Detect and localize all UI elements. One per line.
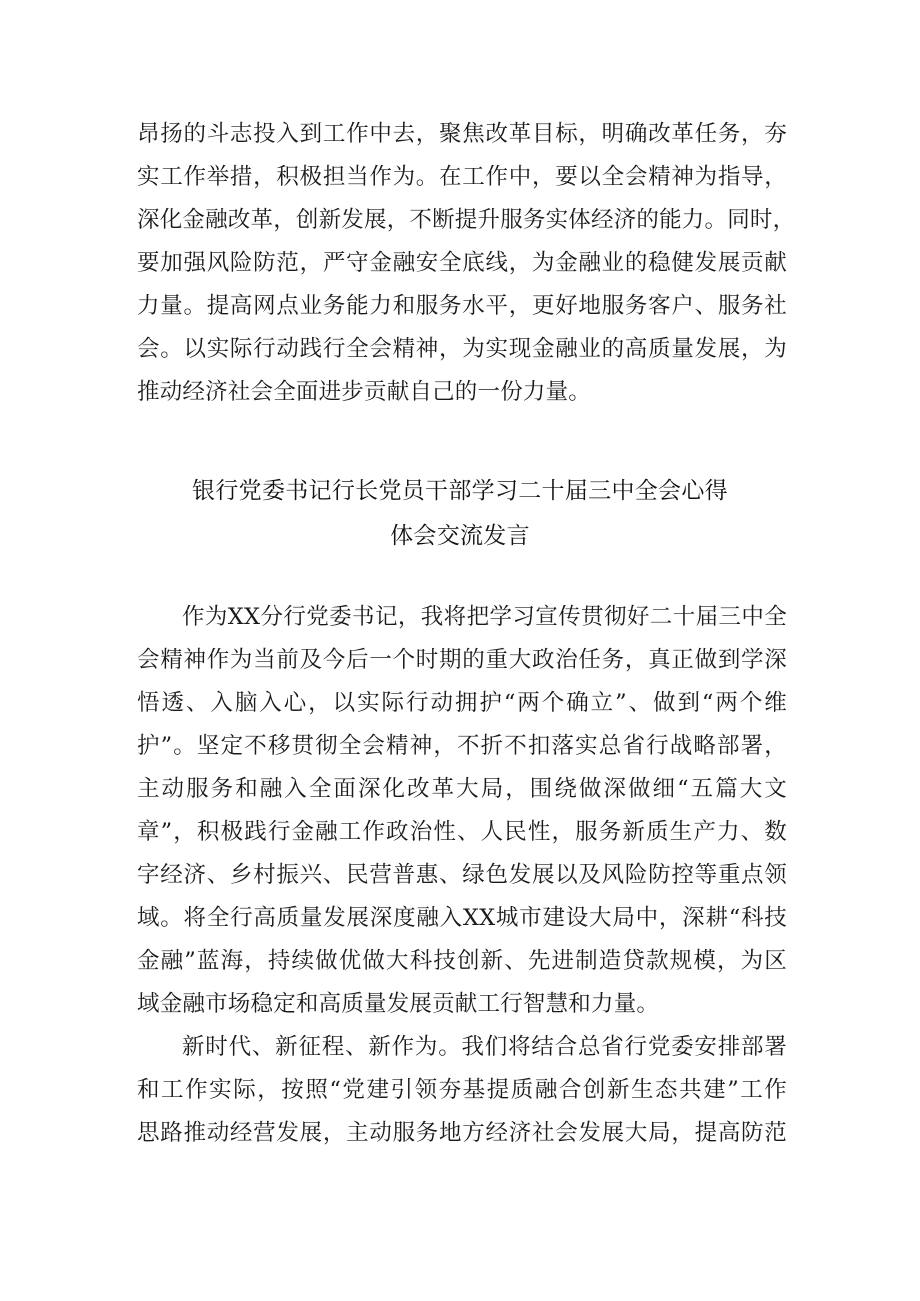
document-title <box>0 469 920 559</box>
title-line-1: 银行党委书记行长党员干部学习二十届三中全会心得 <box>192 478 728 504</box>
paragraph-line: 推动经济社会全面进步贡献自己的一份力量。 <box>137 379 592 405</box>
paragraph-line: 力量。提高网点业务能力和服务水平，更好地服务客户、服务社 <box>137 293 787 319</box>
paragraph-line: 实工作举措，积极担当作为。在工作中，要以全会精神为指导， <box>137 164 787 190</box>
top-paragraph <box>137 113 796 414</box>
paragraph-line: 会。以实际行动践行全会精神，为实现金融业的高质量发展，为 <box>137 336 787 362</box>
paragraph-line: 金融”蓝海，持续做优做大科技创新、先进制造贷款规模，为区 <box>137 948 787 974</box>
paragraph-line: 会精神作为当前及今后一个时期的重大政治任务，真正做到学深 <box>137 647 787 673</box>
paragraph-line: 昂扬的斗志投入到工作中去，聚焦改革目标，明确改革任务，夯 <box>137 121 787 147</box>
paragraph-line: 主动服务和融入全面深化改革大局，围绕做深做细“五篇大文 <box>137 776 787 802</box>
paragraph-line: 域。将全行高质量发展深度融入XX城市建设大局中，深耕“科技 <box>137 905 787 931</box>
paragraph-line: 悟透、入脑入心，以实际行动拥护“两个确立”、做到“两个维 <box>137 690 787 716</box>
paragraph-line: 作为XX分行党委书记，我将把学习宣传贯彻好二十届三中全 <box>182 604 787 630</box>
paragraph-line: 护”。坚定不移贯彻全会精神，不折不扣落实总省行战略部署， <box>137 733 787 759</box>
paragraph-1 <box>137 596 787 1026</box>
paragraph-line: 域金融市场稳定和高质量发展贡献工行智慧和力量。 <box>137 991 660 1017</box>
paragraph-line: 和工作实际，按照“党建引领夯基提质融合创新生态共建”工作 <box>137 1077 787 1103</box>
paragraph-line: 章”，积极践行金融工作政治性、人民性，服务新质生产力、数 <box>137 819 787 845</box>
paragraph-line: 字经济、乡村振兴、民营普惠、绿色发展以及风险防控等重点领 <box>137 862 787 888</box>
title-line-2: 体会交流发言 <box>390 523 530 549</box>
paragraph-line: 思路推动经营发展，主动服务地方经济社会发展大局，提高防范 <box>137 1120 787 1146</box>
paragraph-line: 新时代、新征程、新作为。我们将结合总省行党委安排部署 <box>182 1034 787 1060</box>
paragraph-line: 深化金融改革，创新发展，不断提升服务实体经济的能力。同时， <box>137 207 796 233</box>
paragraph-2 <box>137 1026 787 1155</box>
paragraph-line: 要加强风险防范，严守金融安全底线，为金融业的稳健发展贡献 <box>137 250 787 276</box>
